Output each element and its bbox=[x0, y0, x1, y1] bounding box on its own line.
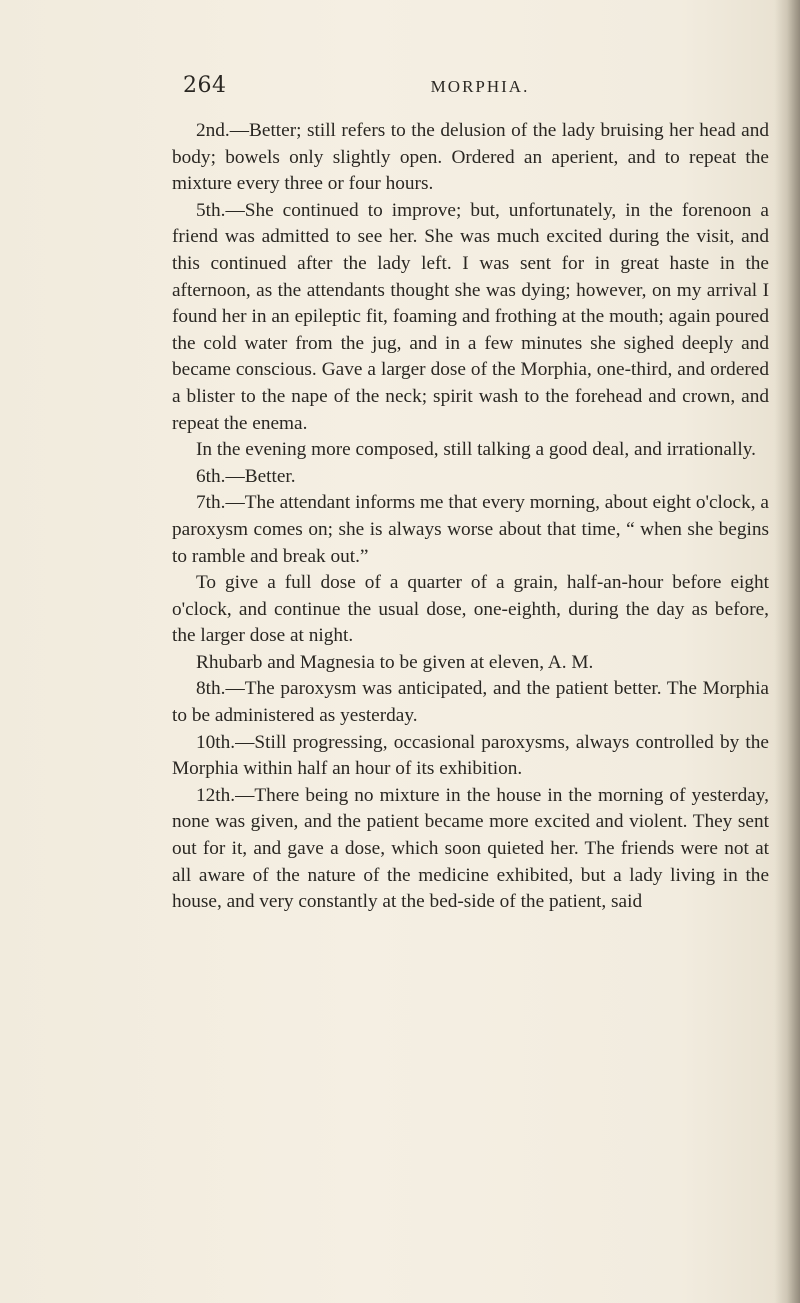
paragraph-evening: In the evening more composed, still talking a good deal, and irrationally. bbox=[196, 439, 756, 461]
page-number: 264 bbox=[183, 73, 227, 98]
running-title: MORPHIA. bbox=[430, 77, 530, 96]
paragraph-2nd: 2nd.—Better; still refers to the delusion of the lady bruising her head and body; bowels only slightly open. Ordered an aperient, and to repeat the mixture every three or four hours. bbox=[172, 120, 769, 195]
paragraph-7th: 7th.—The attendant informs me that every morning, about eight o'clock, a paroxysm comes on; she is always worse about that time, “ when she begins to ramble and break out.” bbox=[172, 492, 769, 567]
paragraph-10th: 10th.—Still progressing, occasional paroxysms, always controlled by the Morphia within half an hour of its exhibition. bbox=[172, 731, 769, 780]
paragraph-full-dose: To give a full dose of a quarter of a grain, half-an-hour before eight o'clock, and continue the usual dose, one-eighth, during the day as before, the larger dose at night. bbox=[172, 572, 769, 647]
paragraph-12th: 12th.—There being no mixture in the house in the morning of yesterday, none was given, and the patient became more excited and violent. They sent out for it, and gave a dose, which soon quieted her. The friends were not at all aware of the nature of the medicine exhibited, but a lady living in the house, and very constantly at the bed-side of the patient, said bbox=[172, 784, 769, 913]
page-edge-shadow bbox=[774, 0, 800, 1303]
body-text bbox=[172, 118, 769, 916]
paragraph-6th: 6th.—Better. bbox=[196, 465, 296, 487]
paragraph-rhubarb: Rhubarb and Magnesia to be given at eleven, A. M. bbox=[196, 651, 594, 673]
paragraph-5th: 5th.—She continued to improve; but, unfortunately, in the forenoon a friend was admitted to see her. She was much excited during the visit, and this continued after the lady left. I was sent for in great haste in the afternoon, as the attendants thought she was dying; however, on my arrival I found her in an epileptic fit, foaming and frothing at the mouth; again poured the cold water from the jug, and in a few minutes she sighed deeply and became conscious. Gave a larger dose of the Morphia, one-third, and ordered a blister to the nape of the neck; spirit wash to the forehead and crown, and repeat the enema. bbox=[172, 199, 769, 434]
paragraph-8th: 8th.—The paroxysm was anticipated, and the patient better. The Morphia to be administered as yesterday. bbox=[172, 678, 769, 727]
